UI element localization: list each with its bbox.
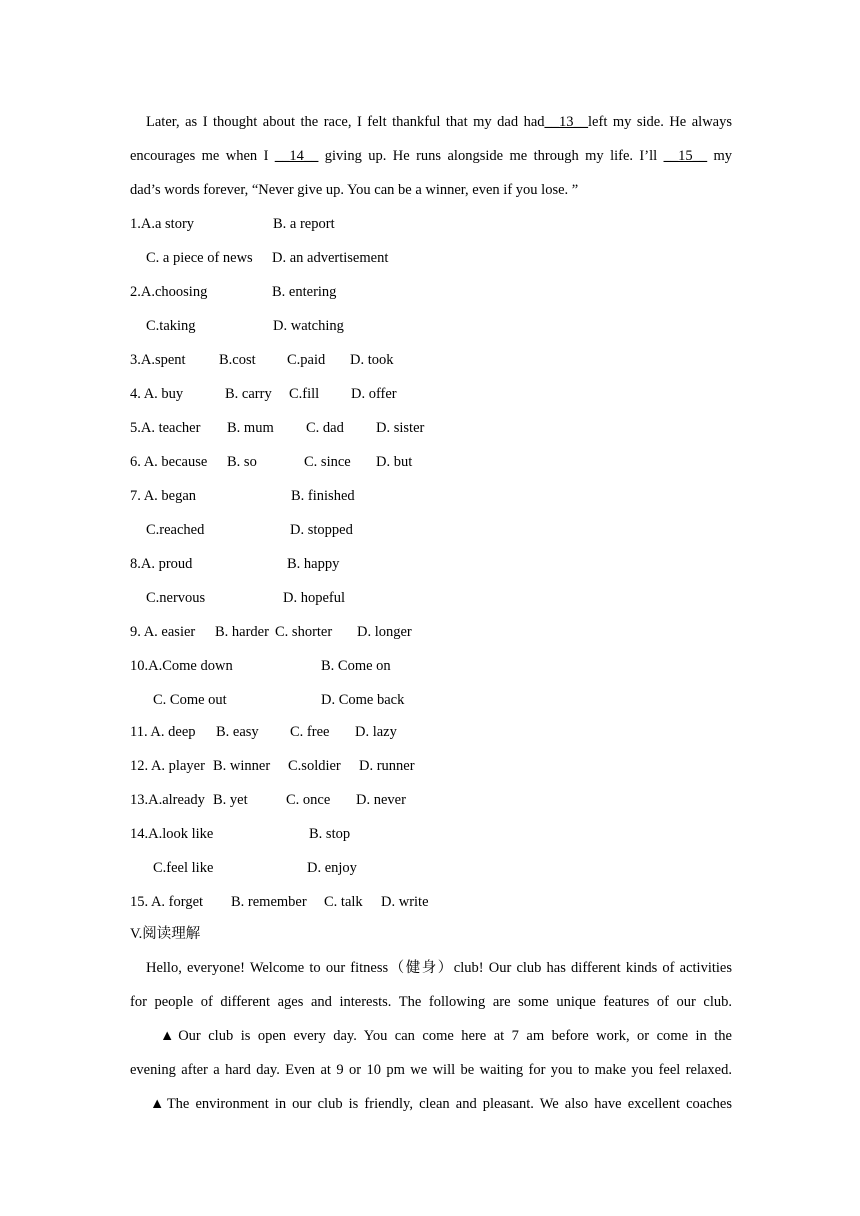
question-13-option-a: 13.A.already <box>130 792 205 808</box>
passage-text: Later, as I thought about the race, I felt thankful that my dad had <box>146 114 545 130</box>
question-7-option-a: 7. A. began <box>130 488 197 504</box>
question-13-option-b: B. yet <box>213 792 248 808</box>
reading-paragraph-2-line-1: ▲Our club is open every day. You can come here at 7 am before work, or come in the <box>160 1028 732 1044</box>
question-6-option-a: 6. A. because <box>130 454 208 470</box>
question-3-option-b: B.cost <box>219 352 256 368</box>
section-heading: V.阅读理解 <box>130 926 201 942</box>
question-14-option-c: C.feel like <box>153 860 214 876</box>
question-12-option-a: 12. A. player <box>130 758 205 774</box>
question-14-option-b: B. stop <box>309 826 351 842</box>
question-15-option-d: D. write <box>381 894 429 910</box>
passage-text: left my side. He always <box>588 114 732 130</box>
question-3-option-a: 3.A.spent <box>130 352 186 368</box>
question-10-option-c: C. Come out <box>153 692 227 708</box>
question-15-option-b: B. remember <box>231 894 307 910</box>
question-8-option-b: B. happy <box>287 556 340 572</box>
question-9-option-b: B. harder <box>215 624 269 640</box>
question-11-option-d: D. lazy <box>355 724 397 740</box>
question-10-option-d: D. Come back <box>321 692 405 708</box>
question-13-option-c: C. once <box>286 792 331 808</box>
question-8-option-d: D. hopeful <box>283 590 346 606</box>
question-5-option-d: D. sister <box>376 420 425 436</box>
question-7-option-c: C.reached <box>146 522 205 538</box>
question-11-option-a: 11. A. deep <box>130 724 196 740</box>
question-15-option-c: C. talk <box>324 894 363 910</box>
question-6-option-c: C. since <box>304 454 351 470</box>
passage-text: giving up. He runs alongside me through my life. I’ll <box>324 148 658 164</box>
question-6-option-d: D. but <box>376 454 413 470</box>
question-9-option-d: D. longer <box>357 624 412 640</box>
reading-paragraph-1-line-2: for people of different ages and interests. The following are some unique features of our club. <box>130 994 732 1010</box>
question-1-option-d: D. an advertisement <box>272 250 389 266</box>
question-7-option-b: B. finished <box>291 488 355 504</box>
question-1-option-b: B. a report <box>273 216 335 232</box>
passage-line-2 <box>130 146 732 166</box>
passage-line-3: dad’s words forever, “Never give up. You can be a winner, even if you lose. ” <box>130 182 579 198</box>
question-5-option-b: B. mum <box>227 420 274 436</box>
question-14-option-d: D. enjoy <box>307 860 357 876</box>
question-9-option-a: 9. A. easier <box>130 624 196 640</box>
question-5-option-c: C. dad <box>306 420 344 436</box>
blank-13: __13__ <box>544 114 589 130</box>
reading-paragraph-3-line-1: ▲The environment in our club is friendly, clean and pleasant. We also have excellent coaches <box>150 1096 732 1112</box>
question-3-option-d: D. took <box>350 352 394 368</box>
question-4-option-a: 4. A. buy <box>130 386 184 402</box>
question-8-option-a: 8.A. proud <box>130 556 193 572</box>
question-11-option-b: B. easy <box>216 724 259 740</box>
question-8-option-c: C.nervous <box>146 590 206 606</box>
question-1-option-c: C. a piece of news <box>146 250 253 266</box>
reading-paragraph-1-line-1: Hello, everyone! Welcome to our fitness（健身）club! Our club has different kinds of activities <box>146 960 732 976</box>
reading-paragraph-2-line-2: evening after a hard day. Even at 9 or 10 pm we will be waiting for you to make you feel relaxed. <box>130 1062 732 1078</box>
question-4-option-b: B. carry <box>225 386 272 402</box>
question-13-option-d: D. never <box>356 792 406 808</box>
blank-14: __14__ <box>274 148 319 164</box>
question-10-option-b: B. Come on <box>321 658 391 674</box>
passage-text: encourages me when I <box>130 148 269 164</box>
question-12-option-b: B. winner <box>213 758 271 774</box>
question-3-option-c: C.paid <box>287 352 326 368</box>
question-2-option-a: 2.A.choosing <box>130 284 208 300</box>
question-10-option-a: 10.A.Come down <box>130 658 233 674</box>
question-2-option-c: C.taking <box>146 318 196 334</box>
passage-line-1 <box>146 112 732 132</box>
question-6-option-b: B. so <box>227 454 257 470</box>
question-1-option-a: 1.A.a story <box>130 216 195 232</box>
question-5-option-a: 5.A. teacher <box>130 420 201 436</box>
question-2-option-d: D. watching <box>273 318 344 334</box>
question-7-option-d: D. stopped <box>290 522 353 538</box>
question-9-option-c: C. shorter <box>275 624 333 640</box>
question-11-option-c: C. free <box>290 724 330 740</box>
question-4-option-d: D. offer <box>351 386 397 402</box>
question-12-option-d: D. runner <box>359 758 415 774</box>
question-15-option-a: 15. A. forget <box>130 894 204 910</box>
question-12-option-c: C.soldier <box>288 758 341 774</box>
question-2-option-b: B. entering <box>272 284 337 300</box>
question-4-option-c: C.fill <box>289 386 320 402</box>
question-14-option-a: 14.A.look like <box>130 826 214 842</box>
passage-text: my <box>713 148 733 164</box>
blank-15: __15__ <box>663 148 708 164</box>
